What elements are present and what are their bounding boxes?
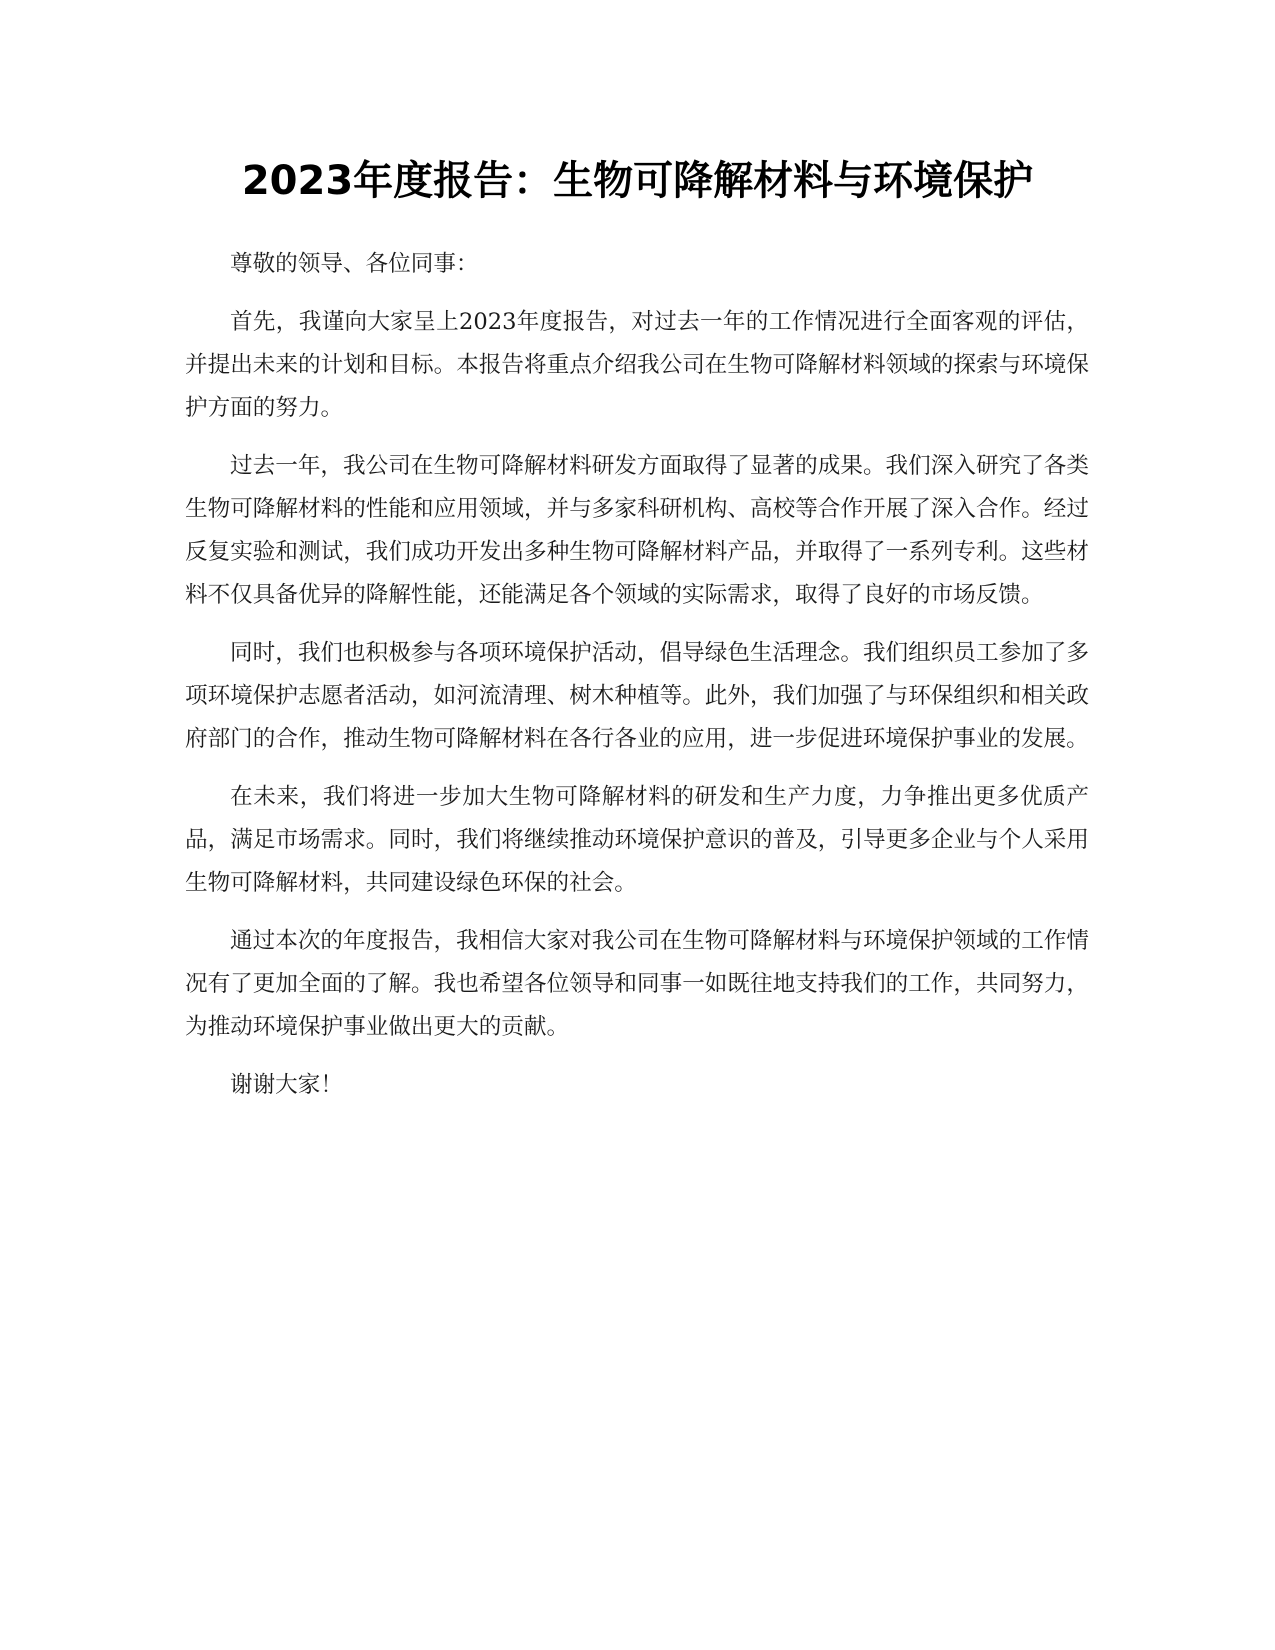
body-paragraph: 同时，我们也积极参与各项环境保护活动，倡导绿色生活理念。我们组织员工参加了多项环境保护志愿者活动，如河流清理、树木种植等。此外，我们加强了与环保组织和相关政府部门的合作，推动生物可降解材料在各行各业的应用，进一步促进环境保护事业的发展。 [185,640,1089,752]
document-body [185,243,1089,1122]
body-paragraph: 首先，我谨向大家呈上2023年度报告，对过去一年的工作情况进行全面客观的评估，并提出未来的计划和目标。本报告将重点介绍我公司在生物可降解材料领域的探索与环境保护方面的努力。 [185,309,1089,421]
body-paragraph: 在未来，我们将进一步加大生物可降解材料的研发和生产力度，力争推出更多优质产品，满足市场需求。同时，我们将继续推动环境保护意识的普及，引导更多企业与个人采用生物可降解材料，共同建设绿色环保的社会。 [185,784,1089,896]
closing-paragraph: 谢谢大家！ [230,1072,343,1098]
body-paragraph: 通过本次的年度报告，我相信大家对我公司在生物可降解材料与环境保护领域的工作情况有了更加全面的了解。我也希望各位领导和同事一如既往地支持我们的工作，共同努力，为推动环境保护事业做出更大的贡献。 [185,928,1089,1040]
body-paragraph: 过去一年，我公司在生物可降解材料研发方面取得了显著的成果。我们深入研究了各类生物可降解材料的性能和应用领域，并与多家科研机构、高校等合作开展了深入合作。经过反复实验和测试，我们成功开发出多种生物可降解材料产品，并取得了一系列专利。这些材料不仅具备优异的降解性能，还能满足各个领域的实际需求，取得了良好的市场反馈。 [185,453,1089,608]
salutation-paragraph: 尊敬的领导、各位同事： [230,251,479,277]
document-title: 2023年度报告：生物可降解材料与环境保护 [241,158,1034,204]
